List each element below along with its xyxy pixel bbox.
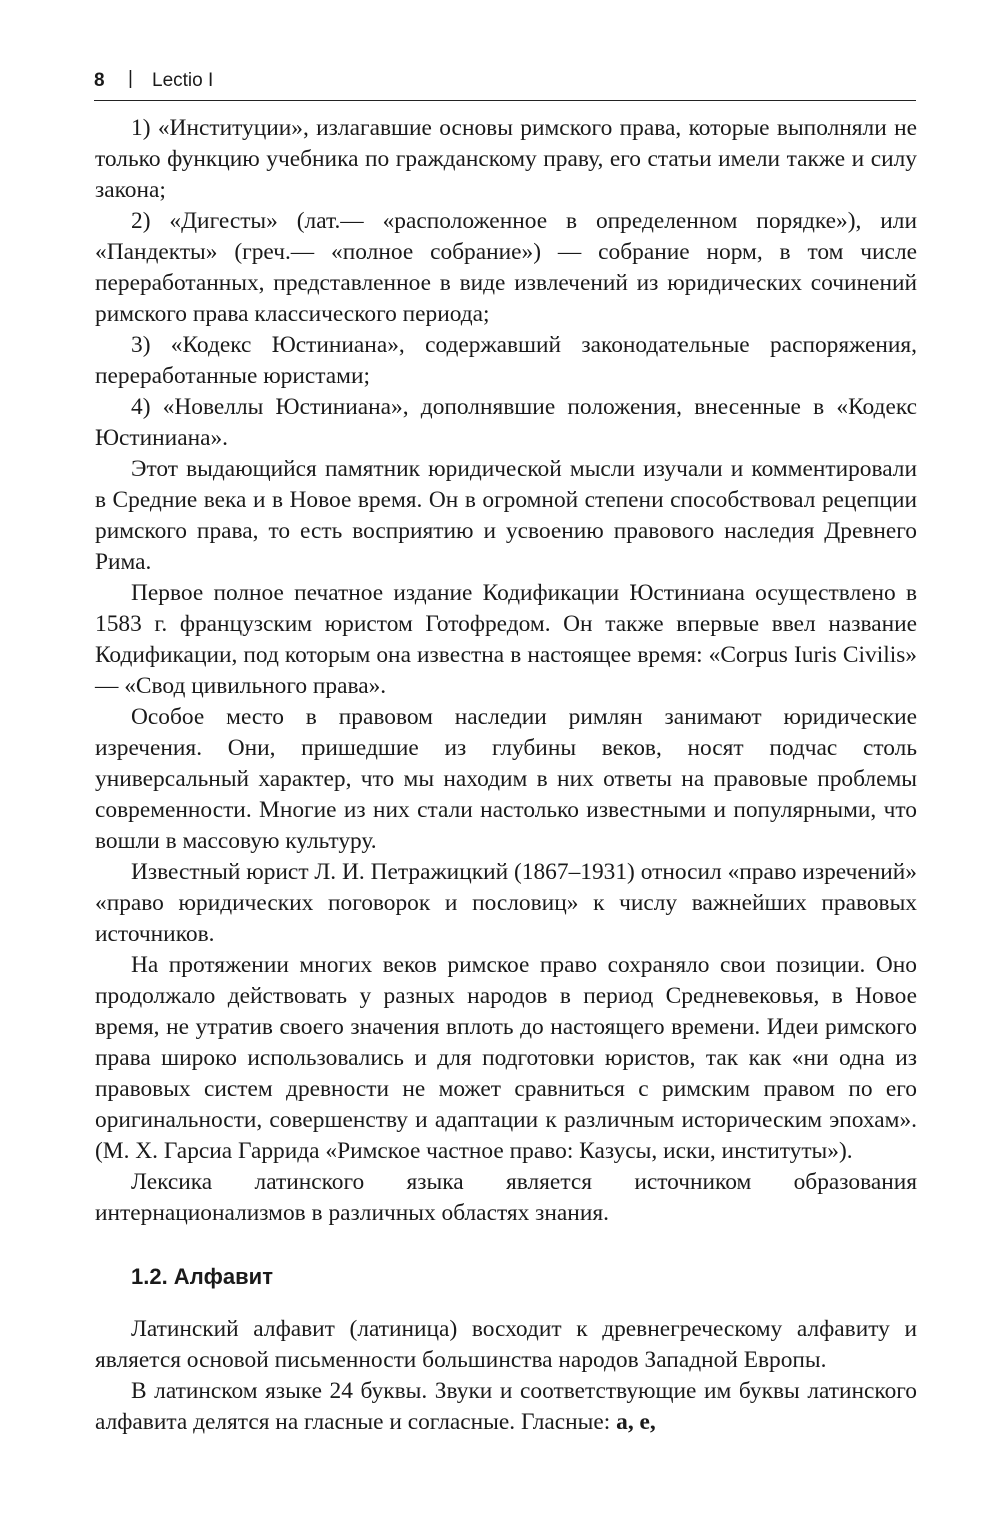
paragraph-item-4: 4) «Новеллы Юстиниана», дополнявшие положения, внесенные в «Кодекс Юстиниана». <box>95 394 917 451</box>
page-number: 8 <box>94 70 105 91</box>
paragraph-item-1: 1) «Институции», излагавшие основы римского права, которые выполняли не только функцию учебника по гражданскому праву, его статьи имели также и силу закона; <box>95 115 917 203</box>
section-heading: 1.2. Алфавит <box>131 1264 273 1289</box>
paragraph-item-2: 2) «Дигесты» (лат.— «расположенное в определенном порядке»), или «Пандекты» (греч.— «полное собрание») — собрание норм, в том числе переработанных, представленное в виде извлечений из юридических сочинений римского права классического периода; <box>95 208 917 327</box>
paragraph-last <box>95 1376 917 1438</box>
paragraph: Латинский алфавит (латиница) восходит к древнегреческому алфавиту и является основой письменности большинства народов Западной Европы. <box>95 1316 917 1373</box>
running-title: Lectio I <box>152 70 214 91</box>
paragraph: Лексика латинского языка является источником образования интернационализмов в различных областях знания. <box>95 1169 917 1226</box>
paragraph: Этот выдающийся памятник юридической мысли изучали и комментировали в Средние века и в Новое время. Он в огромной степени способствовал рецепции римского права, то есть восприятию и усвоению правового наследия Древнего Рима. <box>95 456 917 575</box>
running-header <box>94 66 916 101</box>
header-divider: | <box>128 68 133 89</box>
paragraph: Известный юрист Л. И. Петражицкий (1867–1931) относил «право изречений» «право юридических поговорок и пословиц» к числу важнейших правовых источников. <box>95 859 917 947</box>
paragraph: Особое место в правовом наследии римлян занимают юридические изречения. Они, пришедшие из глубины веков, носят подчас столь универсальный характер, что мы находим в них ответы на правовые проблемы современности. Многие из них стали настолько известными и популярными, что вошли в массовую культуру. <box>95 704 917 854</box>
paragraph: Первое полное печатное издание Кодификации Юстиниана осуществлено в 1583 г. французским юристом Готофредом. Он также впервые ввел название Кодификации, под которым она известна в настоящее время: «Corpus Iuris Civilis» — «Свод цивильного права». <box>95 580 917 699</box>
paragraph-item-3: 3) «Кодекс Юстиниана», содержавший законодательные распоряжения, переработанные юристами; <box>95 332 917 389</box>
vowels-list: a, e, <box>616 1409 656 1435</box>
page-body <box>95 113 917 1438</box>
paragraph: На протяжении многих веков римское право сохраняло свои позиции. Оно продолжало действовать у разных народов в период Средневековья, в Новое время, не утратив своего значения вплоть до настоящего времени. Идеи римского права широко использовались и для подготовки юристов, так как «ни одна из правовых систем древности не может сравниться с римским правом по его оригинальности, совершенству и адаптации к различным историческим эпохам». (М. Х. Гарсиа Гаррида «Римское частное право: Казусы, иски, институты»). <box>95 952 917 1164</box>
paragraph-last-text: В латинском языке 24 буквы. Звуки и соответствующие им буквы латинского алфавита делятся на гласные и согласные. Гласные: <box>95 1378 917 1435</box>
